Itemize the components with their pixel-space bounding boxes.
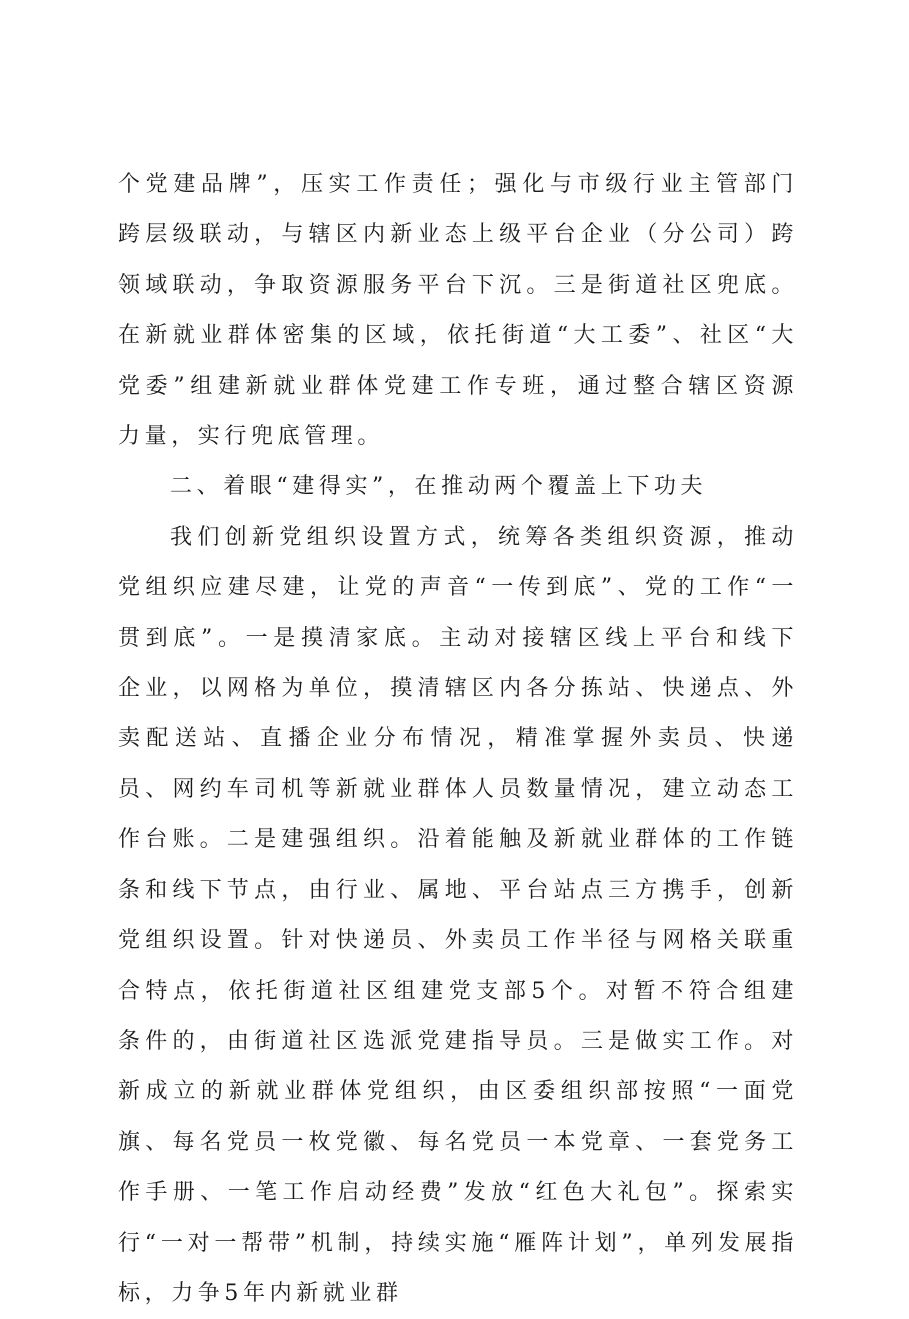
section-heading: 二、着眼“建得实”，在推动两个覆盖上下功夫 xyxy=(170,474,708,500)
paragraph-body: 我们创新党组织设置方式，统筹各类组织资源，推动党组织应建尽建，让党的声音“一传到底”、党的工作“一贯到底”。一是摸清家底。主动对接辖区线上平台和线下企业，以网格为单位，摸清辖区内各分拣站、快递点、外卖配送站、直播企业分布情况，精准掌握外卖员、快递员、网约车司机等新就业群体人员数量情况，建立动态工作台账。二是建强组织。沿着能触及新就业群体的工作链条和线下节点，由行业、属地、平台站点三方携手，创新党组织设置。针对快递员、外卖员工作半径与网格关联重合特点，依托街道社区组建党支部5个。对暂不符合组建条件的，由街道社区选派党建指导员。三是做实工作。对新成立的新就业群体党组织，由区委组织部按照“一面党旗、每名党员一枚党徽、每名党员一本党章、一套党务工作手册、一笔工作启动经费”发放“红色大礼包”。探索实行“一对一帮带”机制，持续实施“雁阵计划”，单列发展指标，力争5年内新就业群 xyxy=(118,524,798,1306)
paragraph-continuation: 个党建品牌”，压实工作责任；强化与市级行业主管部门跨层级联动，与辖区内新业态上级平台企业（分公司）跨领域联动，争取资源服务平台下沉。三是街道社区兜底。在新就业群体密集的区域，依托街道“大工委”、社区“大党委”组建新就业群体党建工作专班，通过整合辖区资源力量，实行兜底管理。 xyxy=(118,172,798,450)
document-body xyxy=(118,160,798,1319)
